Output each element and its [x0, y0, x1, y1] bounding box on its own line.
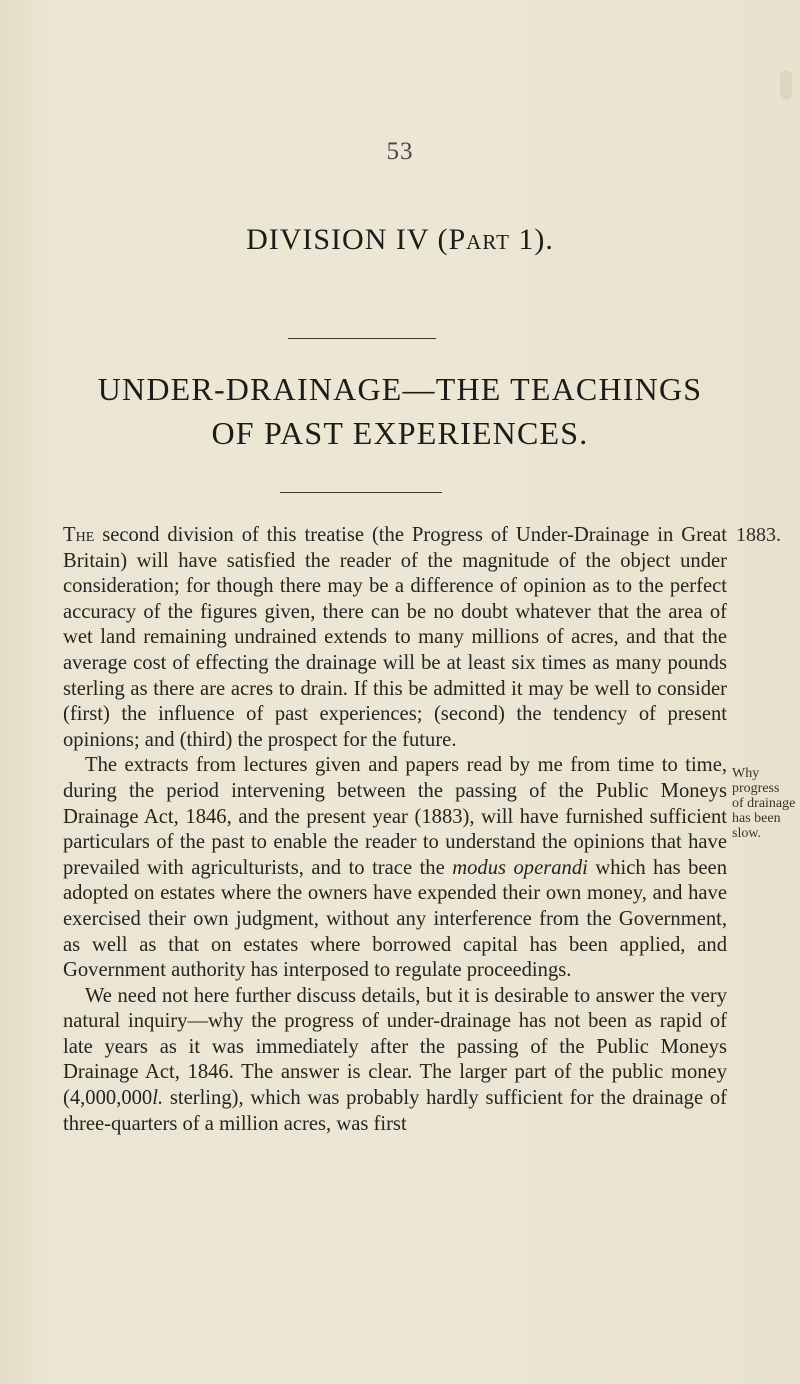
- page-number: 53: [386, 138, 414, 165]
- paragraph-1-lead: The: [63, 524, 95, 546]
- division-heading-main: DIVISION IV (: [246, 223, 449, 256]
- paragraph-2: [63, 753, 727, 983]
- division-heading: [0, 223, 800, 257]
- heading-divider-top: [288, 338, 436, 339]
- paragraph-3: [63, 984, 727, 1138]
- side-note-line-1: Why progress: [732, 766, 780, 796]
- side-note-line-2: of drainage: [732, 796, 796, 811]
- body-text: [63, 523, 727, 1137]
- paragraph-2-text-a: The extracts from lectures given and papers read by me from time to time, during the period intervening between the passing of the Public Moneys Drainage Act, 1846, and the present year (1883), will have furnished sufficient particulars of the past to enable the reader to understand the opinions that have prevailed with agriculturists, and to trace the: [63, 754, 727, 879]
- paragraph-3-text-a: We need not here further discuss details, but it is desirable to answer the very natural inquiry—why the progress of under-drainage has not been as rapid of late years as it was immediately after the passing of the Public Moneys Drainage Act, 1846. The answer is clear. The larger part of the public money (4,000,000: [63, 984, 727, 1110]
- chapter-title-line-2: OF PAST EXPERIENCES.: [211, 415, 589, 451]
- paragraph-3-text-b: sterling), which was probably hardly sufficient for the drainage of three-quarters of a million acres, was first: [63, 1087, 727, 1135]
- side-note-line-3: has been slow.: [732, 811, 781, 841]
- paragraph-1-text: second division of this treatise (the Progress of Under-Drainage in Great Britain) will have satisfied the reader of the magnitude of the object under consideration; for though there may be a difference of opinion as to the perfect accuracy of the figures given, there can be no doubt whatever that the area of wet land remaining undrained extends to many millions of acres, and that the average cost of effecting the drainage will be at least six times as many pounds sterling as there are acres to drain. If this be admitted it may be well to consider (first) the influence of past experiences; (second) the tendency of present opinions; and (third) the prospect for the future.: [63, 524, 727, 751]
- paragraph-2-text-b: which has been adopted on estates where the owners have expended their own money, and have exercised their own judgment, without any interference from the Government, as well as that on estates where borrowed capital has been applied, and Government authority has interposed to regulate proceedings.: [63, 856, 727, 982]
- paragraph-1: [63, 523, 727, 753]
- paragraph-2-italic: modus operandi: [452, 856, 588, 879]
- division-heading-part: Part: [448, 223, 510, 256]
- margin-year-note: 1883.: [736, 524, 781, 546]
- chapter-title-line-1: UNDER-DRAINAGE—THE TEACHINGS: [97, 371, 703, 407]
- margin-side-note: [732, 766, 800, 841]
- heading-divider-bottom: [280, 492, 442, 493]
- division-heading-end: 1).: [509, 223, 554, 256]
- page-stain: [780, 70, 792, 100]
- paragraph-3-italic: l.: [152, 1087, 164, 1110]
